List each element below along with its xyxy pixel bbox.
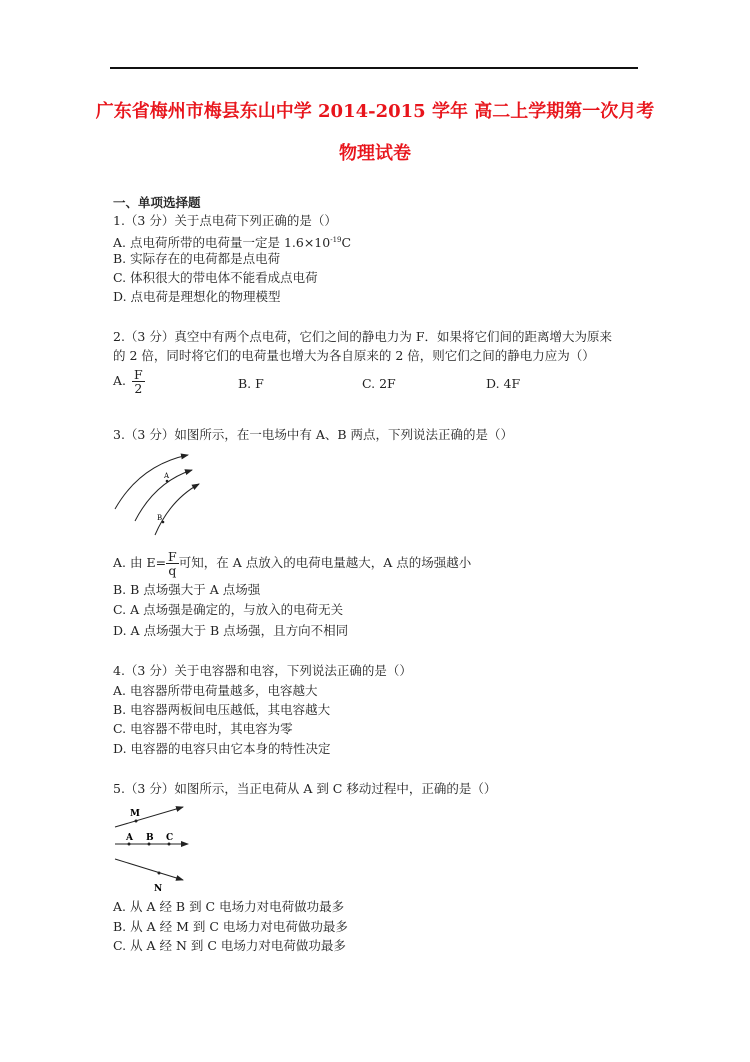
- q3-a-prefix: A. 由 E=: [113, 555, 167, 570]
- label-b: B: [146, 833, 154, 843]
- q3-stem: 3.（3 分）如图所示，在一电场中有 A、B 两点，下列说法正确的是（）: [113, 427, 514, 442]
- page-subtitle: 物理试卷: [339, 143, 411, 164]
- section-heading: 一、单项选择题: [113, 195, 201, 210]
- numerator: F: [134, 367, 143, 382]
- fraction-f-over-q: [166, 550, 179, 577]
- q2-stem-line2: 的 2 倍，同时将它们的电荷量也增大为各自原来的 2 倍，则它们之间的静电力应为（）: [113, 348, 595, 363]
- q5-option-c: C. 从 A 经 N 到 C 电场力对电荷做功最多: [113, 938, 346, 953]
- q1-a-text: A. 点电荷所带的电荷量一定是 1.6×10: [113, 235, 331, 251]
- point-a: [166, 480, 169, 483]
- line-m: [115, 807, 183, 827]
- q2-option-d: D. 4F: [486, 376, 521, 391]
- q1-stem: 1.（3 分）关于点电荷下列正确的是（）: [113, 213, 337, 228]
- q1-option-b: B. 实际存在的电荷都是点电荷: [113, 251, 281, 266]
- q1-a-exponent: -19: [330, 236, 342, 244]
- q5-option-b: B. 从 A 经 M 到 C 电场力对电荷做功最多: [113, 919, 348, 934]
- q5-stem: 5.（3 分）如图所示，当正电荷从 A 到 C 移动过程中，正确的是（）: [113, 781, 497, 796]
- label-b: B: [157, 514, 163, 522]
- label-c: C: [166, 833, 174, 843]
- q1-option-d: D. 点电荷是理想化的物理模型: [113, 289, 281, 304]
- label-a: A: [164, 472, 170, 480]
- line-n: [115, 859, 183, 880]
- q3-option-d: D. A 点场强大于 B 点场强，且方向不相同: [113, 623, 349, 638]
- q2-option-c: C. 2F: [362, 376, 396, 391]
- label-m: M: [130, 809, 140, 819]
- q3-option-b: B. B 点场强大于 A 点场强: [113, 582, 261, 597]
- q1-a-unit: C: [341, 235, 352, 251]
- label-a: A: [126, 833, 133, 843]
- q4-option-d: D. 电容器的电容只由它本身的特性决定: [113, 741, 331, 756]
- point-n: [158, 872, 161, 875]
- point-m: [135, 820, 138, 823]
- q2-option-b: B. F: [238, 376, 264, 391]
- q3-a-suffix: 可知，在 A 点放入的电荷电量越大，A 点的场强越小: [178, 555, 472, 570]
- numerator: F: [168, 549, 177, 564]
- denominator: 2: [134, 381, 143, 396]
- q5-option-a: A. 从 A 经 B 到 C 电场力对电荷做功最多: [113, 899, 345, 914]
- q4-option-c: C. 电容器不带电时，其电容为零: [113, 721, 293, 736]
- q2-a-label: A.: [113, 373, 127, 388]
- q4-option-a: A. 电容器所带电荷量越多，电容越大: [113, 683, 318, 698]
- q1-option-c: C. 体积很大的带电体不能看成点电荷: [113, 270, 318, 285]
- q2-stem-line1: 2.（3 分）真空中有两个点电荷，它们之间的静电力为 F．如果将它们间的距离增大为原来: [113, 329, 613, 344]
- field-line: [155, 484, 199, 535]
- denominator: q: [168, 563, 177, 578]
- q4-stem: 4.（3 分）关于电容器和电容，下列说法正确的是（）: [113, 663, 412, 678]
- q3-option-a: [113, 550, 471, 577]
- label-n: N: [154, 884, 163, 894]
- page-title: 广东省梅州市梅县东山中学 2014-2015 学年 高二上学期第一次月考: [95, 101, 655, 122]
- q3-option-c: C. A 点场强是确定的，与放入的电荷无关: [113, 602, 344, 617]
- q4-option-b: B. 电容器两板间电压越低，其电容越大: [113, 702, 331, 717]
